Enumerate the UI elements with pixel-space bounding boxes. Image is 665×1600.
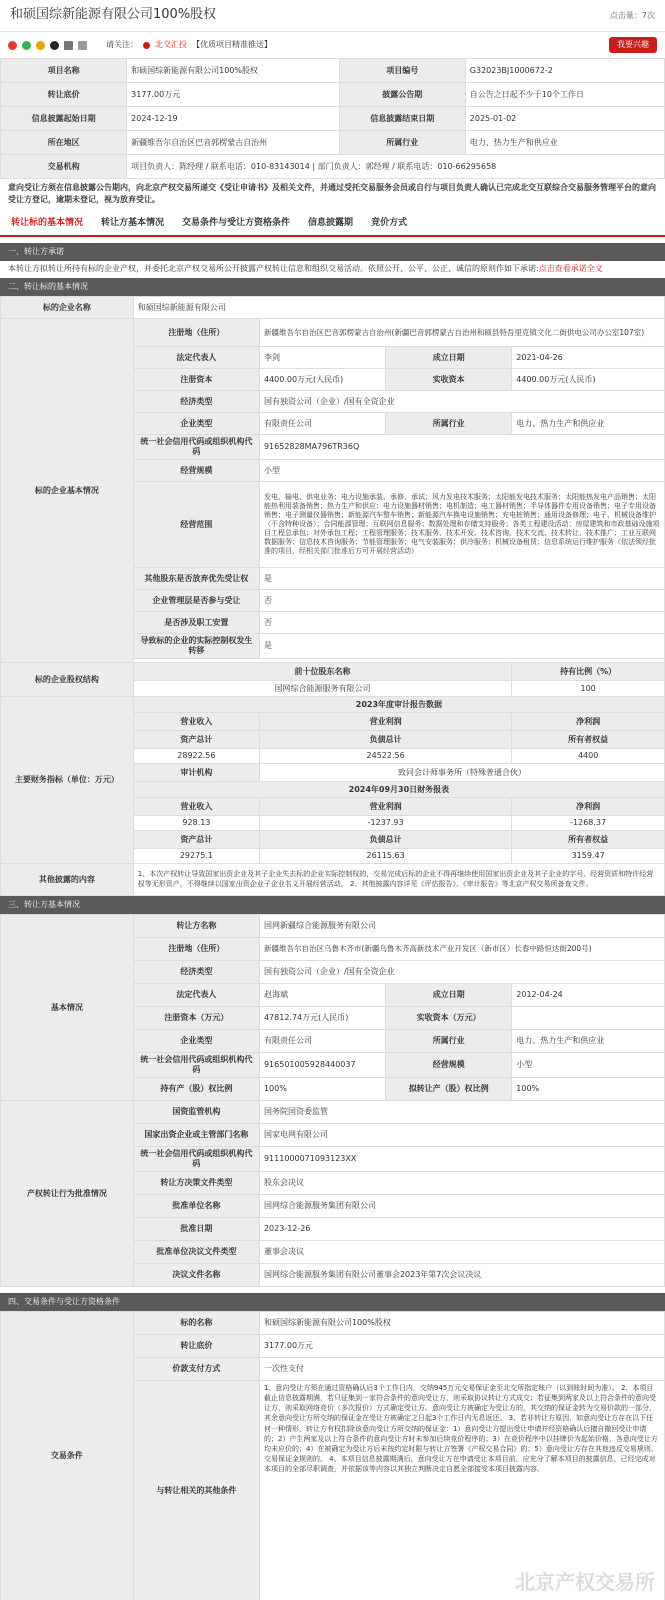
field-value: 新疆维吾尔自治区乌鲁木齐市(新疆乌鲁木齐高新技术产业开发区（新市区）长春中路恒达街200号) bbox=[259, 938, 664, 961]
field-label: 经营范围 bbox=[133, 482, 259, 568]
equity-head: 前十位股东名称 bbox=[133, 663, 511, 681]
field-value: 否 bbox=[259, 612, 664, 634]
field-label: 其他股东是否放弃优先受让权 bbox=[133, 568, 259, 590]
info-label: 信息披露起始日期 bbox=[1, 107, 127, 131]
equity-holder: 国网综合能源服务有限公司 bbox=[133, 681, 511, 697]
field-value: 9111000071093123XX bbox=[259, 1147, 664, 1172]
fin-head: 负债总计 bbox=[259, 731, 511, 749]
field-label: 企业管理层是否参与受让 bbox=[133, 590, 259, 612]
audit-value: 致同会计师事务所（特殊普通合伙） bbox=[259, 764, 664, 782]
tab-target[interactable]: 转让标的基本情况 bbox=[11, 218, 84, 229]
field-label: 成立日期 bbox=[386, 984, 512, 1007]
field-label: 导致标的企业的实际控制权发生转移 bbox=[133, 634, 259, 659]
fin-head: 资产总计 bbox=[133, 831, 259, 849]
fin-head: 营业利润 bbox=[259, 798, 511, 816]
follow-label: 请关注： bbox=[106, 40, 138, 49]
field-value: 2012-04-24 bbox=[512, 984, 665, 1007]
approval-label: 产权转让行为批准情况 bbox=[1, 1101, 134, 1287]
commitment-link[interactable]: 点击查看承诺全文 bbox=[538, 264, 603, 273]
field-label: 经营规模 bbox=[386, 1053, 512, 1078]
field-value: 国务院国资委监管 bbox=[259, 1101, 664, 1124]
field-label: 转让方决策文件类型 bbox=[133, 1172, 259, 1195]
fin-value: 4400 bbox=[512, 749, 665, 764]
info-value: 自公告之日起不少于10个工作日 bbox=[465, 83, 664, 107]
follow-link[interactable]: 北交汇投 bbox=[155, 40, 187, 49]
field-value: 是 bbox=[259, 634, 664, 659]
field-value: 2023-12-26 bbox=[259, 1218, 664, 1241]
info-value: 2025-01-02 bbox=[465, 107, 664, 131]
share-toolbar bbox=[0, 32, 665, 58]
field-value: 国有独资公司（企业）/国有全资企业 bbox=[259, 961, 664, 984]
section-tabs bbox=[0, 213, 665, 237]
equity-label: 标的企业股权结构 bbox=[1, 663, 134, 697]
field-value: 100% bbox=[259, 1078, 385, 1101]
field-label: 经济类型 bbox=[133, 391, 259, 413]
field-label: 统一社会信用代码或组织机构代码 bbox=[133, 1053, 259, 1078]
info-label: 项目编号 bbox=[339, 59, 465, 83]
commitment-text bbox=[0, 261, 665, 278]
other-text: 1、本次产权转让导致国家出资企业及其子企业失去标的企业实际控制权的，交易完成后标的企业不得再继续使用国家出资企业及其子企业的字号、经营资质和特许经营权等无形资产，不得继续以国家出资企业子企业名义开展经营活动。 2、其他披露内容详见《评估报告》、《审计报告》等北京产权交易所备查文件。 bbox=[133, 864, 664, 896]
field-label: 企业类型 bbox=[133, 413, 259, 435]
field-value: 董事会决议 bbox=[259, 1241, 664, 1264]
field-label: 统一社会信用代码或组织机构代码 bbox=[133, 435, 259, 460]
field-label: 企业类型 bbox=[133, 1030, 259, 1053]
tab-bidding[interactable]: 竞价方式 bbox=[371, 218, 408, 229]
finance-title: 2023年度审计报告数据 bbox=[133, 697, 664, 713]
hit-count: 点击量：7次 bbox=[609, 10, 655, 20]
transferor-table bbox=[0, 914, 665, 1287]
field-value bbox=[512, 1007, 665, 1030]
field-value: 国网新疆综合能源服务有限公司 bbox=[259, 915, 664, 938]
field-value: 国网综合能源服务集团有限公司董事会2023年第7次会议决议 bbox=[259, 1264, 664, 1287]
tab-transferor[interactable]: 转让方基本情况 bbox=[101, 218, 165, 229]
section-transferor: 三、转让方基本情况 bbox=[0, 896, 665, 914]
info-value: 新疆维吾尔自治区巴音郭楞蒙古自治州 bbox=[127, 131, 339, 155]
qq-icon[interactable] bbox=[50, 41, 59, 50]
info-label: 所属行业 bbox=[339, 131, 465, 155]
field-label: 批准日期 bbox=[133, 1218, 259, 1241]
field-label: 批准单位名称 bbox=[133, 1195, 259, 1218]
other-conditions-text: 1、意向受让方须在通过资格确认后3个工作日内，交纳945万元交易保证金至北交所指定账户（以到账时间为准）。 2、本项目截止信息披露期满，若只征集到一家符合条件的意向受让方，则采取协议转让方式成交；若征集到两家及以上符合条件的意向受让方，则采取网络竞价（多次报价）方式确定受让方。意向受让方被确定为受让方的，其交纳的保证金转为交易价款的一部分，其余意向受让方所交纳的保证金在受让方被确定之日起3个工作日内无息返还。 3、若非转让方原因，如意向受让方存在以下任何一种情形，转让方有权扣除该意向受让方所交纳的保证金：1）意向受让方提出受让申请并经资格确认后擅自撤回受让申请的；2）产生两家及以上符合条件的意向受让方时未参加后续竞价程序的；3）在竞价程序中以挂牌价为起始价格，各意向受让方均未应价的；4）在被确定为受让方后未按约定时限与转让方签署《产权交易合同》的；5）意向受让方存在其他违反交易规则、交易保证金规则的。 4、本项目信息披露期满后，意向受让方在申请受让本项目前，应充分了解本项目的披露信息，已经完成对本项目的全部尽职调查，并依据该等内容以其独立判断决定自愿全部接受本项目披露内容。 bbox=[259, 1381, 664, 1600]
fin-head: 净利润 bbox=[512, 798, 665, 816]
field-value: 一次性支付 bbox=[259, 1358, 664, 1381]
page-header bbox=[0, 0, 665, 32]
finance-label: 主要财务指标（单位：万元） bbox=[1, 697, 134, 864]
fin-value: 29275.1 bbox=[133, 849, 259, 864]
commitment-body: 本转让方拟转让所持有标的企业产权，并委托北京产权交易所公开披露产权转让信息和组织交易活动。依照公开、公平、公正、诚信的原则作如下承诺: bbox=[8, 264, 539, 273]
info-value: 项目负责人：陈经理 / 联系电话：010-83143014 | 部门负责人：郭经理 / 联系电话：010-66295658 bbox=[127, 155, 665, 179]
fin-value: -1268.37 bbox=[512, 816, 665, 831]
info-value: 电力、热力生产和供应业 bbox=[465, 131, 664, 155]
info-label: 披露公告期 bbox=[339, 83, 465, 107]
target-table bbox=[0, 296, 665, 896]
tab-conditions[interactable]: 交易条件与受让方资格条件 bbox=[182, 218, 291, 229]
field-value: 李剑 bbox=[259, 347, 385, 369]
info-value: 2024-12-19 bbox=[127, 107, 339, 131]
field-label: 拟转让产（股）权比例 bbox=[386, 1078, 512, 1101]
watermark: 北京产权交易所 bbox=[515, 1570, 655, 1594]
conditions-label: 交易条件 bbox=[1, 1312, 134, 1600]
field-value: 100% bbox=[512, 1078, 665, 1101]
fin-head: 所有者权益 bbox=[512, 731, 665, 749]
page-title: 和硕国综新能源有限公司100%股权 bbox=[10, 7, 217, 23]
field-value: 小型 bbox=[512, 1053, 665, 1078]
field-label: 实收资本 bbox=[386, 369, 512, 391]
fin-value: 26115.63 bbox=[259, 849, 511, 864]
equity-ratio: 100 bbox=[512, 681, 665, 697]
audit-label: 审计机构 bbox=[133, 764, 259, 782]
field-value: 赵海斌 bbox=[259, 984, 385, 1007]
field-value: 2021-04-26 bbox=[512, 347, 665, 369]
print-icon[interactable] bbox=[78, 41, 87, 50]
field-label: 成立日期 bbox=[386, 347, 512, 369]
fin-value: 28922.56 bbox=[133, 749, 259, 764]
fin-head: 资产总计 bbox=[133, 731, 259, 749]
field-label: 批准单位决议文件类型 bbox=[133, 1241, 259, 1264]
field-value: 和硕国综新能源有限公司100%股权 bbox=[259, 1312, 664, 1335]
field-value: 新疆维吾尔自治区巴音郭楞蒙古自治州(新疆巴音郭楞蒙古自治州和硕县特吾里克镇文化二街供电公司办公室107室) bbox=[259, 319, 664, 347]
field-label: 标的名称 bbox=[133, 1312, 259, 1335]
finance-title: 2024年09月30日财务报表 bbox=[133, 782, 664, 798]
field-label: 国家出资企业或主管部门名称 bbox=[133, 1124, 259, 1147]
transferor-basic-label: 基本情况 bbox=[1, 915, 134, 1101]
field-value: 4400.00万元(人民币) bbox=[512, 369, 665, 391]
field-label: 价款支付方式 bbox=[133, 1358, 259, 1381]
other-label: 其他披露的内容 bbox=[1, 864, 134, 896]
field-label: 实收资本（万元） bbox=[386, 1007, 512, 1030]
field-label: 经济类型 bbox=[133, 961, 259, 984]
field-value: 4400.00万元(人民币) bbox=[259, 369, 385, 391]
info-value: 3177.00万元 bbox=[127, 83, 339, 107]
field-value: 发电、输电、供电业务；电力设施承装、承修、承试；风力发电技术服务；太阳能发电技术服务；太阳能热发电产品销售；太阳能热利用装备销售；热力生产和供应；电力设施器材销售；电机制造；电工器材销售；半导体器件专用设备销售；电子专用设备销售；电子测量仪器销售；新能源汽车整车销售；新能源汽车换电设施销售；充电桩销售；通用设备修理；电子、机械设备维护（不含特种设备）；合同能源管理；互联网信息服务；数据处理和存储支持服务；各类工程建设活动；房屋建筑和市政基础设施项目工程总承包；对外承包工程；工程管理服务；技术服务、技术开发、技术咨询、技术交流、技术转让、技术推广；工业互联网数据服务；信息技术咨询服务；节能管理服务；电气安装服务；供冷服务；机械设备租赁；信息系统运行维护服务（依法须经批准的项目，经相关部门批准后方可开展经营活动） bbox=[259, 482, 664, 568]
fin-head: 营业收入 bbox=[133, 798, 259, 816]
field-value: 国家电网有限公司 bbox=[259, 1124, 664, 1147]
field-value: 有限责任公司 bbox=[259, 413, 385, 435]
info-label: 所在地区 bbox=[1, 131, 127, 155]
field-value: 否 bbox=[259, 590, 664, 612]
field-value: 电力、热力生产和供应业 bbox=[512, 413, 665, 435]
target-name-value: 和硕国综新能源有限公司 bbox=[133, 297, 664, 319]
field-label: 法定代表人 bbox=[133, 984, 259, 1007]
info-label: 交易机构 bbox=[1, 155, 127, 179]
field-value: 国有独资公司（企业）/国有全资企业 bbox=[259, 391, 664, 413]
section-commitment: 一、转让方承诺 bbox=[0, 243, 665, 261]
fin-value: -1237.93 bbox=[259, 816, 511, 831]
field-label: 转让方名称 bbox=[133, 915, 259, 938]
fin-value: 3159.47 bbox=[512, 849, 665, 864]
target-basic-label: 标的企业基本情况 bbox=[1, 319, 134, 663]
section-conditions: 四、交易条件与受让方资格条件 bbox=[0, 1293, 665, 1311]
field-value: 3177.00万元 bbox=[259, 1335, 664, 1358]
info-value: G32023BJ1000672-2 bbox=[465, 59, 664, 83]
fin-head: 负债总计 bbox=[259, 831, 511, 849]
field-value: 有限责任公司 bbox=[259, 1030, 385, 1053]
field-label: 国资监管机构 bbox=[133, 1101, 259, 1124]
field-label: 决议文件名称 bbox=[133, 1264, 259, 1287]
follow-tag: 【优质项目精准推送】 bbox=[192, 40, 272, 49]
qzone-icon[interactable] bbox=[36, 41, 45, 50]
field-label: 注册资本 bbox=[133, 369, 259, 391]
conditions-table bbox=[0, 1311, 665, 1600]
field-value: 47812.74万元(人民币) bbox=[259, 1007, 385, 1030]
fin-value: 24522.56 bbox=[259, 749, 511, 764]
field-label: 持有产（股）权比例 bbox=[133, 1078, 259, 1101]
info-label: 转让底价 bbox=[1, 83, 127, 107]
field-value: 小型 bbox=[259, 460, 664, 482]
weibo-icon[interactable] bbox=[8, 41, 17, 50]
project-info-table bbox=[0, 58, 665, 179]
fin-head: 所有者权益 bbox=[512, 831, 665, 849]
field-label: 法定代表人 bbox=[133, 347, 259, 369]
fin-head: 营业利润 bbox=[259, 713, 511, 731]
field-label: 经营规模 bbox=[133, 460, 259, 482]
field-value: 是 bbox=[259, 568, 664, 590]
wechat-icon[interactable] bbox=[22, 41, 31, 50]
other-conditions-label: 与转让相关的其他条件 bbox=[133, 1381, 259, 1600]
field-value: 电力、热力生产和供应业 bbox=[512, 1030, 665, 1053]
field-value: 股东会决议 bbox=[259, 1172, 664, 1195]
bookmark-icon[interactable] bbox=[64, 41, 73, 50]
field-value: 916501005928440037 bbox=[259, 1053, 385, 1078]
field-label: 注册资本（万元） bbox=[133, 1007, 259, 1030]
notice-text: 意向受让方须在信息披露公告期内，向北京产权交易所递交《受让申请书》及相关文件，并通过受托交易服务会员或自行与项目负责人确认已完成北交互联综合交易服务管理平台的意向受让方登记，逾期未登记，视为放弃受让。 bbox=[8, 183, 656, 204]
fin-head: 营业收入 bbox=[133, 713, 259, 731]
section-target: 二、转让标的基本情况 bbox=[0, 278, 665, 296]
field-label: 注册地（住所） bbox=[133, 319, 259, 347]
field-label: 转让底价 bbox=[133, 1335, 259, 1358]
info-label: 信息披露结束日期 bbox=[339, 107, 465, 131]
field-label: 是否涉及职工安置 bbox=[133, 612, 259, 634]
follow-dot-icon bbox=[143, 42, 150, 49]
field-label: 统一社会信用代码或组织机构代码 bbox=[133, 1147, 259, 1172]
target-name-label: 标的企业名称 bbox=[1, 297, 134, 319]
info-value: 和硕国综新能源有限公司100%股权 bbox=[127, 59, 339, 83]
interest-button[interactable]: 我要兴趣 bbox=[609, 37, 657, 53]
field-value: 91652828MA796TR36Q bbox=[259, 435, 664, 460]
field-label: 所属行业 bbox=[386, 1030, 512, 1053]
fin-head: 净利润 bbox=[512, 713, 665, 731]
field-label: 所属行业 bbox=[386, 413, 512, 435]
field-value: 国网综合能源服务集团有限公司 bbox=[259, 1195, 664, 1218]
equity-head: 持有比例（%） bbox=[512, 663, 665, 681]
field-label: 注册地（住所） bbox=[133, 938, 259, 961]
tab-disclosure[interactable]: 信息披露期 bbox=[308, 218, 354, 229]
info-label: 项目名称 bbox=[1, 59, 127, 83]
fin-value: 928.13 bbox=[133, 816, 259, 831]
